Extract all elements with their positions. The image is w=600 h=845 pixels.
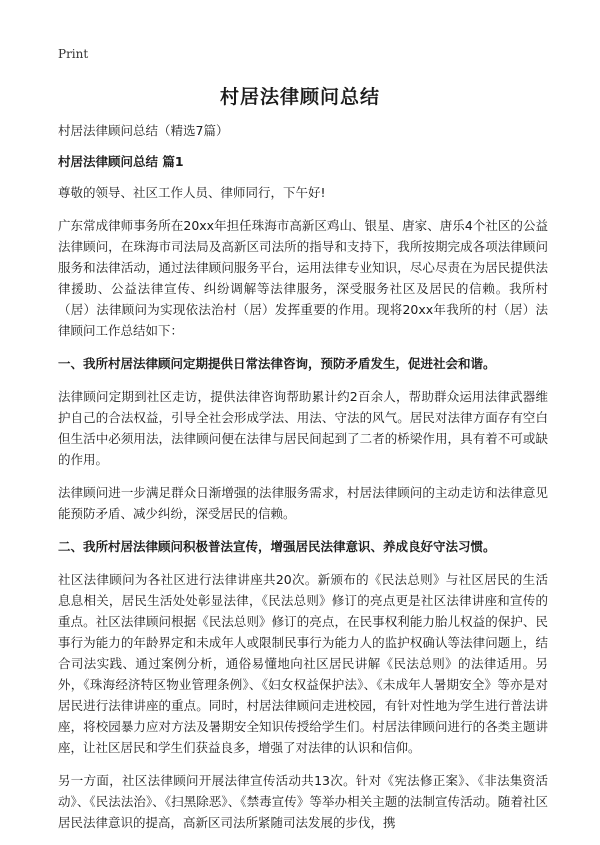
print-link[interactable]: Print — [58, 47, 89, 61]
paragraph-activities: 另一方面，社区法律顾问开展法律宣传活动共13次。针对《宪法修正案》、《非法集资活动》、《民法法治》、《扫黑除恶》、《禁毒宣传》等举办相关主题的法制宣传活动。随着社区居民法律意识的提高，高新区司法所紧随司法发展的步伐，携 — [58, 773, 548, 830]
document-body — [58, 120, 548, 845]
heading-section-2: 二、我所村居法律顾问积极普法宣传，增强居民法律意识、养成良好守法习惯。 — [58, 539, 496, 554]
section-title: 村居法律顾问总结 篇1 — [58, 154, 184, 169]
paragraph-intro: 广东常成律师事务所在20xx年担任珠海市高新区鸡山、银星、唐家、唐乐4个社区的公益法律顾问，在珠海市司法局及高新区司法所的指导和支持下，我所按期完成各项法律顾问服务和法律活动，通过法律顾问服务平台，运用法律专业知识，尽心尽责在为居民提供法律援助、公益法律宣传、纠纷调解等法律服务，深受服务社区及居民的信赖。我所村（居）法律顾问为实现依法治村（居）发挥重要的作用。现将20xx年我所的村（居）法律顾问工作总结如下： — [58, 218, 548, 338]
document-subtitle: 村居法律顾问总结（精选7篇） — [58, 123, 229, 138]
paragraph-lectures: 社区法律顾问为各社区进行法律讲座共20次。新颁布的《民法总则》与社区居民的生活息息相关，居民生活处处彰显法律，《民法总则》修订的亮点更是社区法律讲座和宣传的重点。社区法律顾问根据《民法总则》修订的亮点，在民事权利能力胎儿权益的保护、民事行为能力的年龄界定和未成年人或限制民事行为能力人的监护权确认等法律问题上，结合司法实践、通过案例分析，通俗易懂地向社区居民讲解《民法总则》的法律适用。另外，《珠海经济特区物业管理条例》、《妇女权益保护法》、《未成年人暑期安全》等亦是对居民进行法律讲座的重点。同时，村居法律顾问走进校园，有针对性地为学生进行普法讲座，将校园暴力应对方法及暑期安全知识传授给学生们。村居法律顾问进行的各类主题讲座，让社区居民和学生们获益良多，增强了对法律的认识和信仰。 — [58, 572, 548, 755]
paragraph-greeting: 尊敬的领导、社区工作人员、律师同行，下午好! — [58, 185, 326, 200]
heading-section-1: 一、我所村居法律顾问定期提供日常法律咨询，预防矛盾发生，促进社会和谐。 — [58, 356, 496, 371]
paragraph-service-needs: 法律顾问进一步满足群众日渐增强的法律服务需求，村居法律顾问的主动走访和法律意见能预防矛盾、减少纠纷，深受居民的信赖。 — [58, 485, 548, 521]
page-title: 村居法律顾问总结 — [219, 86, 380, 108]
paragraph-consultation: 法律顾问定期到社区走访，提供法律咨询帮助累计约2百余人，帮助群众运用法律武器维护自己的合法权益，引导全社会形成学法、用法、守法的风气。居民对法律方面存有空白但生活中必须用法，法律顾问便在法律与居民间起到了二者的桥梁作用，具有着不可或缺的作用。 — [58, 389, 548, 467]
